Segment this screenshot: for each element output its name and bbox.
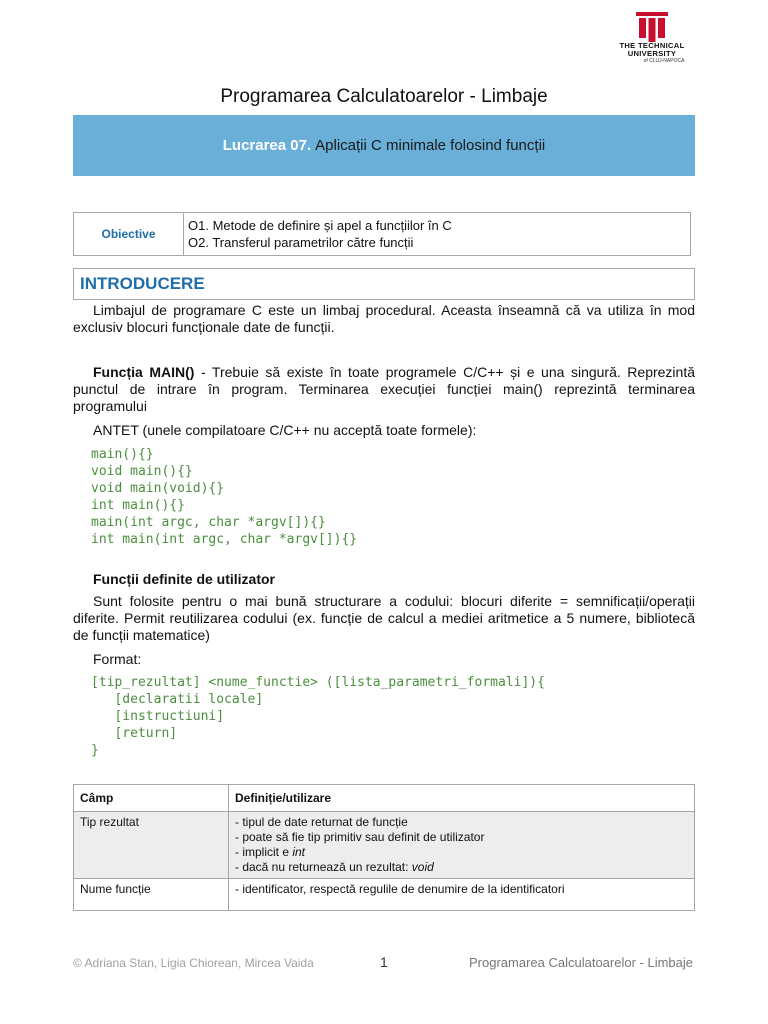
footer-page-number: 1	[380, 954, 388, 970]
row-field: Tip rezultat	[74, 812, 229, 879]
section-heading-introducere: INTRODUCERE	[73, 268, 695, 300]
format-label: Format:	[93, 651, 142, 667]
footer-authors: © Adriana Stan, Ligia Chiorean, Mircea Vaida	[73, 956, 314, 970]
antet-paragraph: ANTET (unele compilatoare C/C++ nu acceptă toate formele):	[93, 422, 477, 438]
main-signatures-code: main(){} void main(){} void main(void){} int main(){} main(int argc, char *argv[]){} int main(int argc, char *argv[]){}	[91, 447, 358, 547]
definition-line: - identificator, respectă regulile de denumire de la identificatori	[235, 882, 565, 896]
definition-table	[73, 784, 695, 911]
definition-emphasis: int	[292, 845, 306, 859]
main-function-paragraph	[73, 364, 695, 415]
lab-title: Aplicații C minimale folosind funcții	[315, 137, 546, 154]
footer-course-title: Programarea Calculatoarelor - Limbaje	[469, 955, 693, 970]
definition-text: - dacă nu returnează un rezultat:	[235, 860, 412, 874]
objectives-content	[184, 213, 691, 256]
logo-text-line2: UNIVERSITY	[627, 49, 677, 58]
university-logo	[604, 12, 700, 72]
definition-line	[235, 860, 688, 875]
intro-paragraph: Limbajul de programare C este un limbaj procedural. Aceasta înseamnă că va utiliza în mod exclusiv blocuri funcționale date de funcții.	[73, 302, 695, 335]
document-title: Programarea Calculatoarelor - Limbaje	[220, 86, 548, 107]
user-functions-heading: Funcții definite de utilizator	[93, 571, 275, 587]
objective-item: O1. Metode de definire și apel a funcțiilor în C	[188, 218, 452, 233]
definition-line	[235, 845, 688, 860]
table-row	[74, 812, 695, 879]
lab-banner	[73, 115, 695, 176]
definition-line: - tipul de date returnat de funcție	[235, 815, 408, 829]
header-definition: Definiție/utilizare	[229, 785, 695, 812]
row-definition	[229, 812, 695, 879]
table-header-row	[74, 785, 695, 812]
definition-line: - poate să fie tip primitiv sau definit de utilizator	[235, 830, 485, 844]
definition-emphasis: void	[411, 860, 434, 874]
definition-text: - implicit e	[235, 845, 293, 859]
objective-item: O2. Transferul parametrilor către funcții	[188, 235, 414, 250]
table-row	[74, 879, 695, 911]
objectives-label: Obiective	[74, 213, 184, 256]
university-crest-icon	[636, 12, 668, 42]
user-functions-paragraph: Sunt folosite pentru o mai bună structurare a codului: blocuri diferite = semnificații/operații diferite. Permit reutilizarea codului (ex. funcție de calcul a mediei aritmetice a 5 numere, bibliotecă de funcții matematice)	[73, 593, 695, 643]
lab-number: Lucrarea 07.	[222, 137, 312, 154]
main-function-text: - Trebuie să existe în toate programele C/C++ și e una singură. Reprezintă punctul de intrare în program. Terminarea execuției funcției main() reprezintă terminarea programului	[73, 364, 696, 414]
function-format-code: [tip_rezultat] <nume_functie> ([lista_parametri_formali]){ [declaratii locale] [instructiuni] [return] }	[91, 675, 545, 758]
row-field: Nume funcție	[74, 879, 229, 911]
row-definition	[229, 879, 695, 911]
logo-text-line1: THE TECHNICAL	[619, 41, 685, 50]
logo-text-line3: of CLUJ-NAPOCA	[643, 58, 685, 64]
header-field: Câmp	[74, 785, 229, 812]
objectives-table	[73, 212, 691, 256]
main-function-label: Funcția MAIN()	[93, 364, 195, 380]
